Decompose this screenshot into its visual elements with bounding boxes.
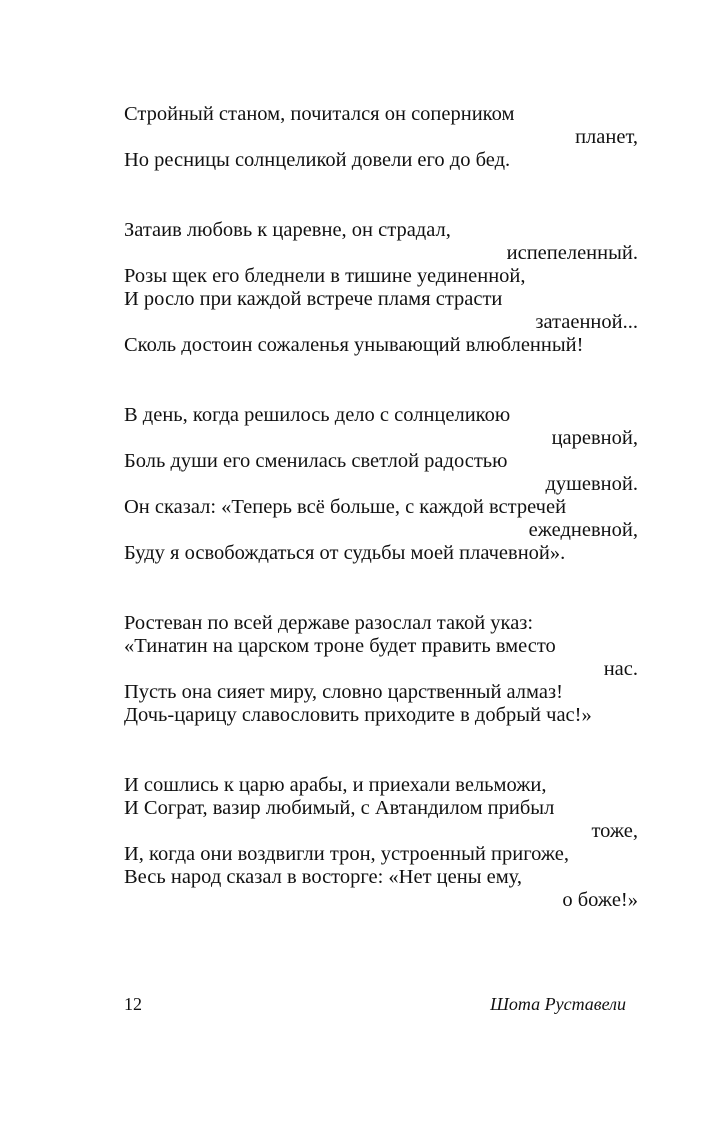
verse-line-text: И сошлись к царю арабы, и приехали вельможи,	[124, 774, 547, 796]
verse-line-text: Стройный станом, почитался он соперником	[124, 103, 515, 125]
verse-line	[124, 219, 638, 265]
verse-line-continuation: испепеленный.	[506, 242, 638, 264]
verse-line	[124, 404, 638, 450]
verse-line-text: Сколь достоин сожаленья унывающий влюбленный!	[124, 334, 584, 356]
verse-line-text: «Тинатин на царском троне будет править вместо	[124, 635, 556, 657]
verse-line-text: Но ресницы солнцеликой довели его до бед.	[124, 149, 511, 171]
stanza-3	[124, 404, 638, 565]
verse-line-continuation: царевной,	[551, 427, 638, 449]
verse-line-text: Затаив любовь к царевне, он страдал,	[124, 219, 451, 241]
verse-line-text: Ростеван по всей державе разослал такой указ:	[124, 612, 534, 634]
verse-line	[124, 866, 638, 912]
running-author: Шота Руставели	[490, 994, 626, 1014]
verse-line	[124, 797, 638, 843]
verse-line	[124, 288, 638, 334]
verse-line	[124, 612, 638, 635]
verse-line-continuation: нас.	[603, 658, 638, 680]
verse-line-continuation: душевной.	[545, 473, 638, 495]
verse-line-continuation: затаенной...	[535, 311, 638, 333]
verse-line-continuation: тоже,	[591, 820, 638, 842]
verse-line-text: В день, когда решилось дело с солнцеликою	[124, 404, 511, 426]
verse-line	[124, 681, 638, 704]
stanza-2	[124, 219, 638, 357]
verse-line	[124, 496, 638, 542]
stanza-5	[124, 774, 638, 912]
verse-line-text: И росло при каждой встрече пламя страсти	[124, 288, 503, 310]
verse-line	[124, 103, 638, 149]
verse-line-text: Пусть она сияет миру, словно царственный алмаз!	[124, 681, 563, 703]
verse-line	[124, 704, 638, 727]
verse-line	[124, 542, 638, 565]
verse-line	[124, 334, 638, 357]
verse-line-text: И, когда они воздвигли трон, устроенный пригоже,	[124, 843, 569, 865]
stanza-4	[124, 612, 638, 727]
verse-line-text: Боль души его сменилась светлой радостью	[124, 450, 508, 472]
verse-line-text: Розы щек его бледнели в тишине уединенной,	[124, 265, 526, 287]
verse-line	[124, 774, 638, 797]
verse-line-continuation: планет,	[575, 126, 638, 148]
verse-line	[124, 450, 638, 496]
verse-line-text: Дочь-царицу славословить приходите в добрый час!»	[124, 704, 592, 726]
stanza-1	[124, 103, 638, 172]
verse-line-text: Весь народ сказал в восторге: «Нет цены ему,	[124, 866, 522, 888]
page-number: 12	[124, 994, 142, 1014]
verse-line-text: Буду я освобождаться от судьбы моей плачевной».	[124, 542, 566, 564]
verse-line-text: И Сограт, вазир любимый, с Автандилом прибыл	[124, 797, 555, 819]
poem-text	[124, 103, 638, 959]
verse-line	[124, 843, 638, 866]
verse-line	[124, 635, 638, 681]
verse-line-continuation: ежедневной,	[528, 519, 638, 541]
verse-line	[124, 265, 638, 288]
verse-line-continuation: о боже!»	[562, 889, 638, 911]
verse-line-text: Он сказал: «Теперь всё больше, с каждой встречей	[124, 496, 567, 518]
verse-line	[124, 149, 638, 172]
